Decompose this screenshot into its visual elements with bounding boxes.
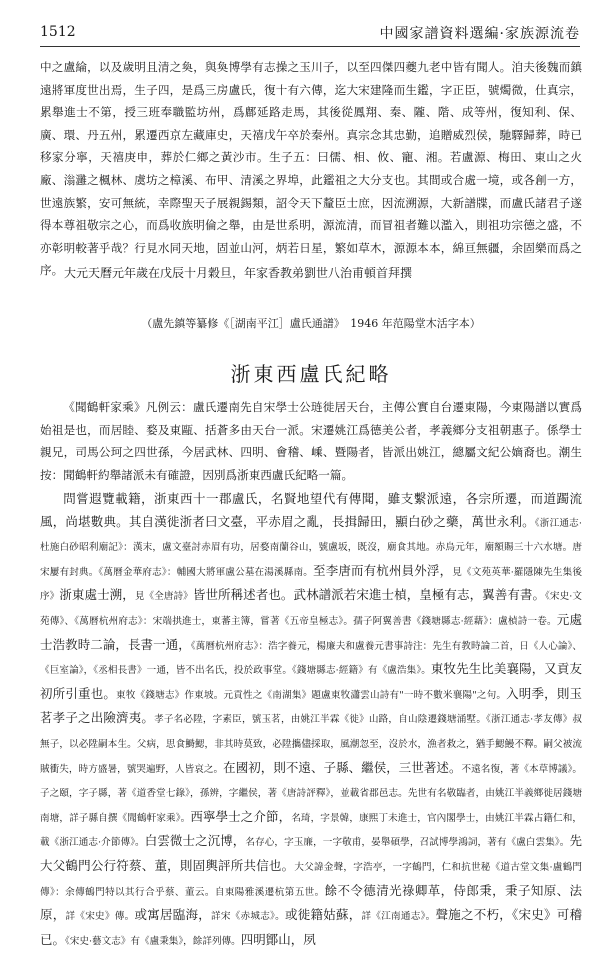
annotation: 見《文苑英華·羅隱陳先生集後序》 bbox=[40, 566, 582, 603]
text-segment: 至李唐而有杭州員外浮， bbox=[313, 562, 453, 578]
text-segment: 在國初，則不遠、子縣、繼侯，三世著述。 bbox=[223, 759, 462, 775]
annotation: 《宋史·文苑傳》、《萬曆杭州府志》：宋端拱進士，東蕃主簿，嘗著《五帝皇極志》。孺子阿翼善書《錢塘縣志·經藉》：盧楨詩一卷。 bbox=[40, 591, 582, 627]
annotation: 詳《江南通志》。 bbox=[361, 911, 436, 923]
running-title: 中國家譜資料選編·家族源流卷 bbox=[379, 26, 580, 42]
section-title-block bbox=[40, 358, 582, 387]
preface-signature: 大元天曆元年歲在戊辰十月穀旦，年家香教弟劉世八治甫頓首拜撰 bbox=[64, 266, 413, 280]
text-segment: 皆世所稱述者也。武林譜派若宋進士楨，皇極有志，翼善有書。 bbox=[192, 587, 546, 603]
text-segment: 入明季，則玉茗孝子之出險濟夷。 bbox=[40, 685, 582, 726]
annotation: 不遠名復，著《本草博議》。子之頤，字子縣，著《道香堂七錄》，孫辨，字繼侯，著《唐詩評釋》，並載省郡邑志。先世有名敬臨者，由姚江半義鄉徙居錢塘南塘，詳子縣自撰《聞鶴軒家乘》。 bbox=[40, 763, 582, 824]
annotation: 《宋史·藝文志》有《盧秉集》，餘詳列傳。 bbox=[65, 935, 241, 947]
annotation: 詳宋《赤城志》。 bbox=[210, 911, 285, 923]
annotation: 大父諱金聲，字浩亭，一字鶴門，仁和抗世秘《道古堂文集·盧鶴門傳》：余傳鶴門特以其行合乎蔡、董云。自東陽雅溪遷杭第五世。 bbox=[40, 861, 582, 898]
main-paragraph bbox=[40, 488, 582, 953]
text-segment: 東牧先生比美襄陽，又貢友初所引重也。 bbox=[40, 661, 582, 701]
header-rule bbox=[40, 46, 580, 47]
annotation: 詳《宋史》傳。 bbox=[65, 911, 135, 923]
annotation: 名琦，字景韓，康熙丁未進士，官內閣學士，由姚江半霖占籍仁和，載《浙江通志·介節傳》。 bbox=[40, 812, 582, 849]
annotation: 見《全唐詩》 bbox=[134, 591, 193, 603]
preface-end bbox=[40, 56, 582, 282]
preface-signature-block bbox=[40, 262, 582, 284]
text-segment: 四明鄮山，夙 bbox=[240, 931, 316, 947]
annotation: 孝子名必陞，字素臣，號玉茗，由姚江半霖《徙》山路，自山陰遷錢塘涌墅。《浙江通志·孝友傳》叔無子，以必陞嗣本生。父病，思食鰣鰓，非其時莫致，必陞攜儘採取，風潮忽至，沒於水，漁者救之，猶手鰓鰻不釋。嗣父被流賊衝失，時方盛暑，號哭遍野，人皆哀之。 bbox=[40, 714, 582, 775]
text-segment: 問嘗遐覽載籍，浙東西十一郡盧氏，名賢地望代有傳聞，雖支繫派遠，各宗所遷，而道躅流風，尚堪數典。其自漢徙浙者曰文臺，平赤眉之亂，長揖歸田，顯白砂之藥，萬世永利。 bbox=[40, 491, 582, 529]
annotation: 《萬曆杭州府志》：浩字養元，楊廉夫和盧養元書事詩注：先生有教時論二首，日《人心論》、《巨室論》，《丞相長書》一通，皆不出名氏，投於政事堂。《錢塘縣志·經籍》有《盧浩集》。 bbox=[40, 640, 582, 677]
text-segment: 或徙籍姑蘇， bbox=[284, 907, 362, 923]
page-number: 1512 bbox=[40, 24, 76, 40]
text-segment: 餘不令德清光祿卿革，侍郎秉，秉子知原、法原， bbox=[40, 882, 582, 923]
text-segment: 白雲微士之沉博， bbox=[144, 833, 246, 849]
annotation: 東牧《錢塘志》作東坡。元貢性之《南湖集》題盧東牧瀟雲山詩有"一時不數米襄陽"之句。 bbox=[116, 689, 507, 701]
text-segment: 或寓居臨海， bbox=[134, 907, 211, 923]
preface-paragraph: 中之盧綸，以及歲明且清之奐，與奐博學有志操之玉川子，以至四傑四夔九老中皆有聞人。洎夫後魏而鎮遠將軍度世出焉，生子四，是爲三房盧氏，復十有六傳，迄大宋建隆而生鑑，字正臣，號燭微，仕真宗，累舉進士不第，授三班奉職監坊州，爲鄜延路走馬，其後從鳳翔、秦、隴、階、成等州，復知利、保、廣、環、丹五州，累遷西京左藏庫史，天禧戊午卒於秦州。真宗念其忠勤，追贈威烈侯，馳驛歸葬，時已移家分寧，天禧庚申，葬於仁鄉之黃沙市。生子五：曰儒、相、攸、寵、湘。若盧源、梅田、東山之火廠、滃灉之楓林、虞坊之樟溪、布甲、清溪之界埠，此鑑祖之大分支也。其間或合處一境，或各創一方，世遠族繁，安可無統，幸際聖天子展親錫類，詔令天下釐臣士庶，因流溯源，大新譜牒，而盧氏諸君子遂得本尊祖敬宗之心，而爲收族明倫之舉，由是世系明，源流清，而冒祖者難以濫入，則祖功宗德之盛，不亦彰明較著乎哉？行見水同天地，固並山河，炳若日星，繁如草木，源源本本，綿亘無疆，余固樂而爲之序。 bbox=[40, 60, 582, 278]
text-segment: 聲施之不朽，《宋史》可稽已。 bbox=[40, 907, 583, 947]
main-paragraph-block bbox=[40, 488, 582, 953]
annotation: 名存心，字玉廉，一字敬甫，晏舉碩學，召試博學鴻詞，著有《盧白雲集》。 bbox=[245, 837, 570, 849]
annotation: 《浙江通志·杜施白砂昭利廟記》：漢末，盧文臺討赤眉有功，居婺南蘭谷山，號盧坂，既沒，廟食其地。赤烏元年，廟額賜三十六水塘。唐宋屢有封典。《萬曆金華府志》：輔國大將軍盧公墓在湯溪縣南。 bbox=[40, 517, 582, 578]
text-segment: 西寧學士之介節， bbox=[190, 808, 292, 824]
section-title: 浙東西盧氏紀略 bbox=[230, 362, 392, 386]
text-segment: 元處士浩教時二論，長書一通， bbox=[40, 611, 582, 652]
text-segment: 浙東處士溯， bbox=[59, 587, 135, 603]
section-intro-block bbox=[40, 396, 582, 486]
page-header bbox=[40, 20, 580, 46]
text-segment: 先大父鶴門公行符蔡、董，則固輿評所共信也。 bbox=[40, 833, 582, 873]
source-citation: （盧先鎮等纂修《［湖南平江］盧氏通譜》 1946 年范陽堂木活字本） bbox=[141, 317, 481, 330]
source-citation-block bbox=[40, 314, 582, 334]
section-intro: 《聞鶴軒家乘》凡例云：盧氏遷南先自宋學士公琏徙居天台，主傳公實自台遷東陽，今東陽譜以實爲始祖是也，而居睦、婺及東甌、括蒼多由天台一派。宋遷姚江爲德美公者，孝義鄉分支祖朝惠子。係學士親兄，司馬公珂之四世孫，今居武林、四明、會稽、嵊、暨陽者，皆派出姚江，總屬文紀公嫡裔也。潮生按：聞鶴軒約舉諸派未有確證，因別爲浙東西盧氏紀略一篇。 bbox=[40, 400, 582, 482]
